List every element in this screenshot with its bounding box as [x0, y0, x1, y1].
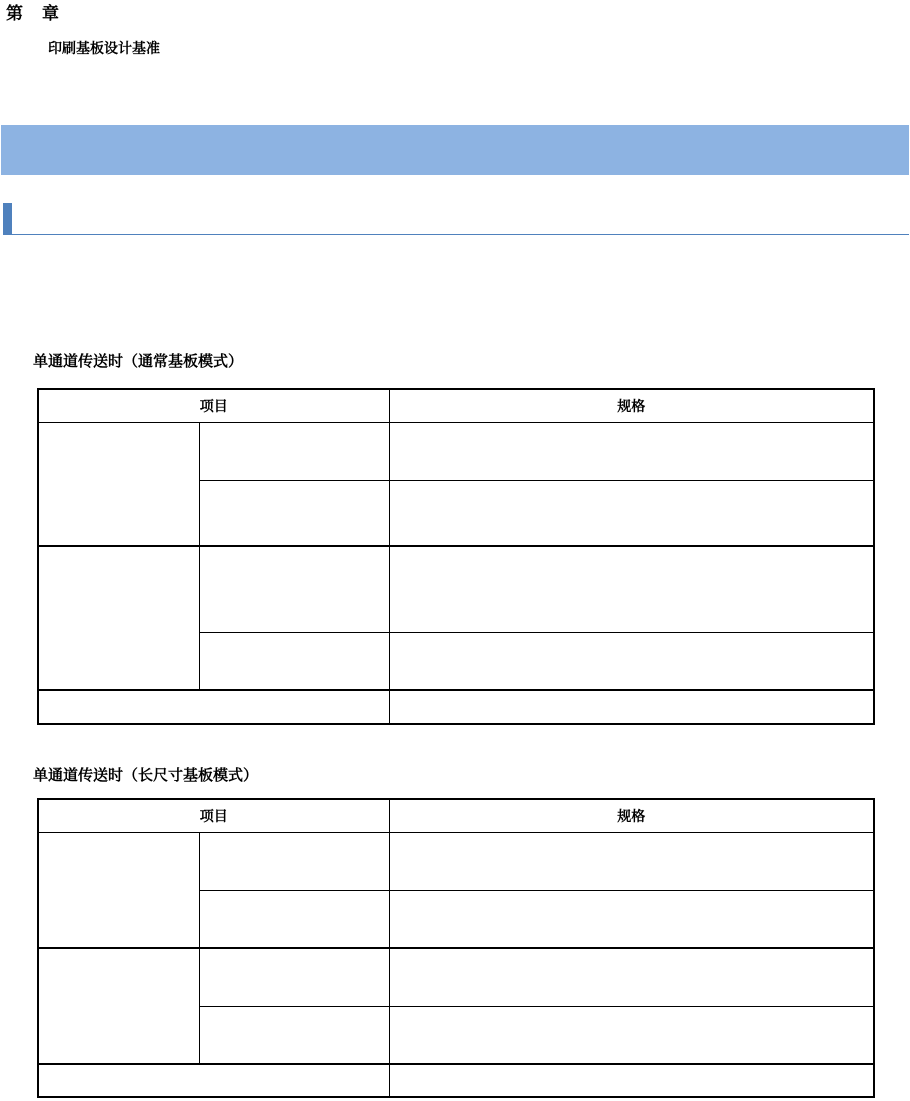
- chapter-title: 第 章: [6, 4, 60, 24]
- subsection-heading: [3, 203, 909, 235]
- header-item: 项目: [38, 389, 389, 422]
- row-item-cell: [199, 480, 389, 546]
- table-row: [38, 422, 874, 480]
- header-spec: 规格: [389, 389, 874, 422]
- row-item-cell: [199, 1006, 389, 1064]
- row-item-cell: [199, 422, 389, 480]
- row-group-cell: [38, 546, 199, 690]
- row-item-cell: [199, 832, 389, 890]
- table-row: [38, 546, 874, 632]
- table-header-row: [38, 799, 874, 832]
- table-caption-long-mode: 单通道传送时（长尺寸基板模式）: [33, 766, 259, 784]
- row-group-cell: [38, 422, 199, 546]
- subsection-accent-bar: [3, 203, 12, 234]
- row-spec-cell: [389, 690, 874, 724]
- row-item-cell: [38, 1064, 389, 1097]
- row-spec-cell: [389, 1006, 874, 1064]
- row-spec-cell: [389, 890, 874, 948]
- row-spec-cell: [389, 546, 874, 632]
- spec-table-long-mode: [37, 798, 875, 1098]
- section-heading-band: [1, 125, 909, 175]
- row-spec-cell: [389, 1064, 874, 1097]
- row-item-cell: [199, 948, 389, 1006]
- row-item-cell: [199, 632, 389, 690]
- table-row: [38, 1064, 874, 1097]
- row-spec-cell: [389, 832, 874, 890]
- row-item-cell: [38, 690, 389, 724]
- row-spec-cell: [389, 480, 874, 546]
- row-item-cell: [199, 890, 389, 948]
- table-row: [38, 948, 874, 1006]
- table-row: [38, 832, 874, 890]
- row-spec-cell: [389, 632, 874, 690]
- row-item-cell: [199, 546, 389, 632]
- table-row: [38, 690, 874, 724]
- header-item: 项目: [38, 799, 389, 832]
- row-group-cell: [38, 948, 199, 1064]
- row-spec-cell: [389, 422, 874, 480]
- header-spec: 规格: [389, 799, 874, 832]
- row-group-cell: [38, 832, 199, 948]
- table-header-row: [38, 389, 874, 422]
- spec-table-normal-mode: [37, 388, 875, 725]
- row-spec-cell: [389, 948, 874, 1006]
- table-caption-normal-mode: 单通道传送时（通常基板模式）: [33, 352, 244, 370]
- chapter-subtitle: 印刷基板设计基准: [48, 41, 160, 57]
